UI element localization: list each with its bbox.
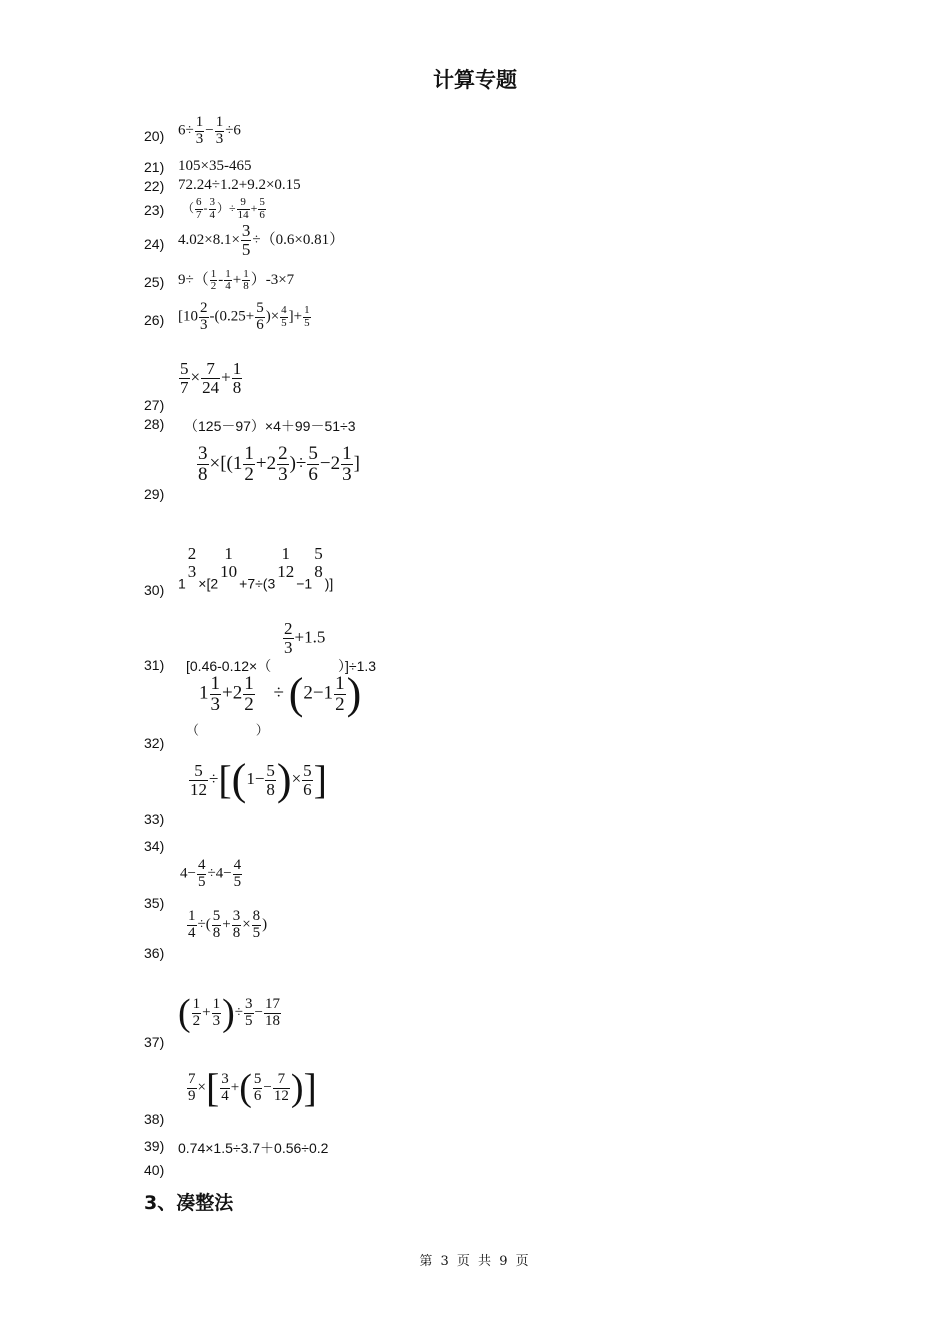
problem-expression: 0.74×1.5÷3.7＋0.56÷0.2 (178, 1140, 329, 1156)
problem-expression: （ $\frac{6}{7}$ - $\frac{3}{4}$ ）÷ $\frac{9}{14}$ + $\frac{5}{6}$ (182, 196, 265, 221)
problem-number: 20) (144, 128, 165, 144)
problem-expression-part: $\frac{2}{3}$ +1.5 (284, 619, 326, 657)
problem-expression: $\frac{3}{8}$ ×[(1 $\frac{1}{2}$ +2 $\frac{2}{3}$ )÷ $\frac{5}{6}$ −2 $\frac{1}{3}$ ] (198, 443, 360, 485)
problem-number: 36) (144, 945, 165, 961)
problem-number: 23) (144, 202, 165, 218)
problem-expression: 4− $\frac{4}{5}$ ÷4− $\frac{4}{5}$ (180, 857, 242, 890)
problem-expression: 6÷ $\frac{1}{3}$ − $\frac{1}{3}$ ÷6 (178, 114, 241, 147)
problem-number: 32) (144, 735, 165, 751)
problem-number: 24) (144, 236, 165, 252)
problem-number: 40) (144, 1162, 165, 1178)
problem-number: 39) (144, 1138, 165, 1154)
problem-number: 27) (144, 397, 165, 413)
problem-number: 30) (144, 582, 165, 598)
problem-expression: $_($1 $\frac{1}{3}$ +2 $\frac{1}{2}$ $_)$ ÷ (2−1 $\frac{1}{2}$ ) (186, 669, 362, 738)
problem-expression: $\frac{1}{4}$ ÷( $\frac{5}{8}$ + $\frac{3}{8}$ × $\frac{8}{5}$ ) (188, 908, 268, 941)
problem-expression: $\frac{5}{12}$ ÷[(1− $\frac{5}{8}$ )× $\frac{5}{6}$ ] (190, 755, 327, 804)
problem-expression: （125－97）×4＋99－51÷3 (184, 418, 356, 434)
problem-expression: 1 2 3 ×[2 1 10 +7÷(3 1 12 −1 5 8 )] (178, 544, 334, 592)
problem-number: 33) (144, 811, 165, 827)
problem-expression: [10 $\frac{2}{3}$ -(0.25+ $\frac{5}{6}$ )× $\frac{4}{5}$ ]+ $\frac{1}{5}$ (178, 300, 310, 333)
problem-number: 35) (144, 895, 165, 911)
problem-number: 29) (144, 486, 165, 502)
problem-expression: ( $\frac{1}{2}$ + $\frac{1}{3}$ )÷ $\frac{3}{5}$ − $\frac{17}{18}$ (178, 992, 280, 1034)
problem-number: 37) (144, 1034, 165, 1050)
problem-number: 34) (144, 838, 165, 854)
problem-expression: 4.02×8.1× $\frac{3}{5}$ ÷（0.6×0.81） (178, 221, 345, 259)
problem-expression: 105×35-465 (178, 158, 252, 174)
section-heading: 3、凑整法 (144, 1192, 234, 1214)
page-footer: 第 3 页 共 9 页 (419, 1254, 531, 1269)
problem-number: 31) (144, 657, 165, 673)
problem-expression: 72.24÷1.2+9.2×0.15 (178, 177, 301, 193)
problem-number: 28) (144, 416, 165, 432)
problem-expression: 9÷（ $\frac{1}{2}$ - $\frac{1}{4}$ + $\frac{1}{8}$ ）-3×7 (178, 267, 295, 293)
page-title: 计算专题 (433, 68, 517, 92)
problem-number: 26) (144, 312, 165, 328)
problem-expression: [0.46-0.12×（ (186, 658, 272, 674)
problem-expression-part: ）]÷1.3 (338, 658, 377, 674)
problem-expression: $\frac{5}{7}$ × $\frac{7}{24}$ + $\frac{1}{8}$ (180, 359, 242, 397)
problem-number: 25) (144, 274, 165, 290)
problem-number: 22) (144, 178, 165, 194)
problem-number: 21) (144, 159, 165, 175)
problem-expression: $\frac{7}{9}$ ×[ $\frac{3}{4}$ +( $\frac{5}{6}$ − $\frac{7}{12}$ )] (188, 1065, 317, 1110)
problem-number: 38) (144, 1111, 165, 1127)
